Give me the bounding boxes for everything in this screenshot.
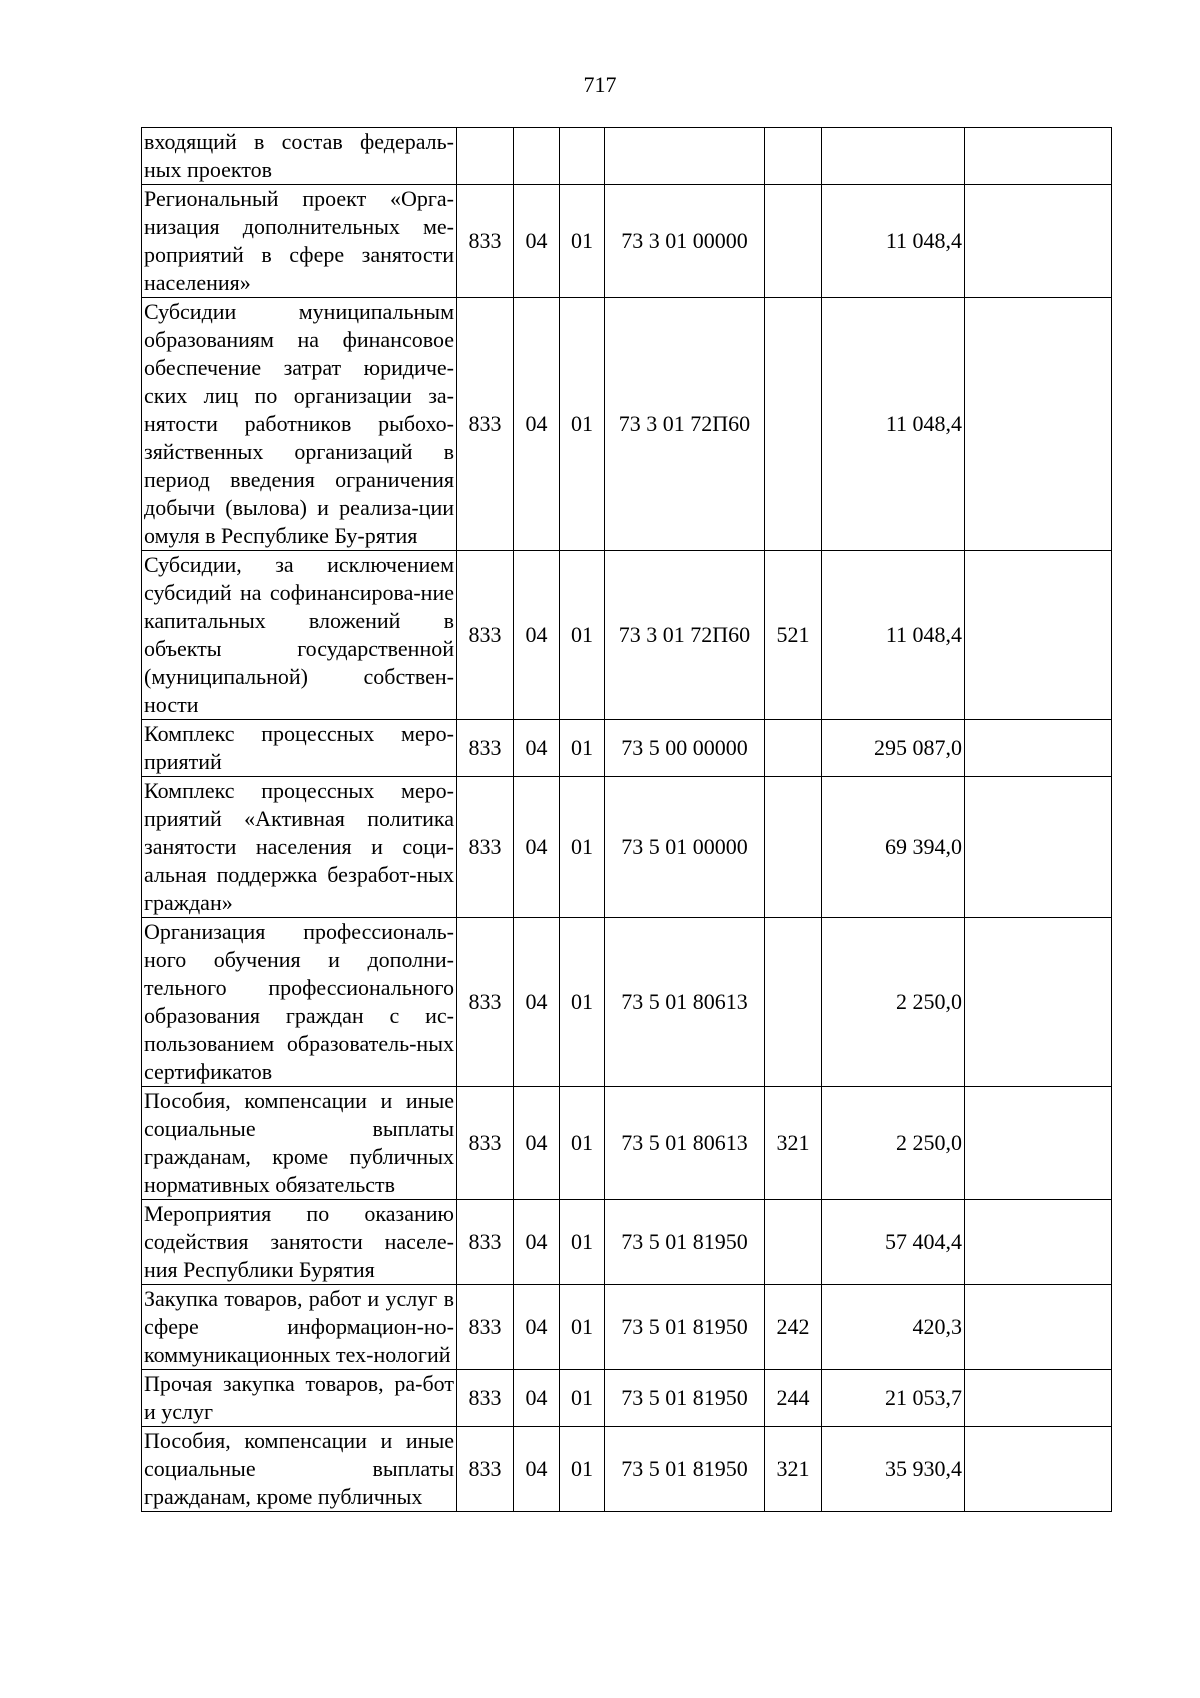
table-row [142,1087,1112,1200]
ministry-code: 833 [457,720,514,777]
amount: 420,3 [822,1285,965,1370]
row-name: Пособия, компенсации и иные социальные выплаты гражданам, кроме публичных нормативных обязательств [142,1087,457,1200]
row-name: Комплекс процессных меро-приятий [142,720,457,777]
amount: 295 087,0 [822,720,965,777]
subsection-code: 01 [560,551,605,720]
ministry-code: 833 [457,1200,514,1285]
ministry-code: 833 [457,185,514,298]
row-name: Закупка товаров, работ и услуг в сфере информацион-но-коммуникационных тех-нологий [142,1285,457,1370]
table-row [142,1200,1112,1285]
section-code: 04 [514,918,560,1087]
table-row [142,551,1112,720]
target-article-code: 73 3 01 72П60 [605,551,765,720]
target-article-code: 73 5 01 80613 [605,1087,765,1200]
target-article-code: 73 5 01 81950 [605,1285,765,1370]
section-code [514,128,560,185]
row-name: входящий в состав федераль-ных проектов [142,128,457,185]
ministry-code: 833 [457,918,514,1087]
extra-amount [965,185,1112,298]
expense-type-code: 321 [765,1427,822,1512]
extra-amount [965,1087,1112,1200]
extra-amount [965,1427,1112,1512]
table-row [142,1427,1112,1512]
subsection-code [560,128,605,185]
expense-type-code: 244 [765,1370,822,1427]
page-number: 717 [583,72,617,97]
subsection-code: 01 [560,1087,605,1200]
expense-type-code: 242 [765,1285,822,1370]
extra-amount [965,298,1112,551]
section-code: 04 [514,1427,560,1512]
subsection-code: 01 [560,720,605,777]
amount: 11 048,4 [822,298,965,551]
expense-type-code [765,128,822,185]
extra-amount [965,720,1112,777]
ministry-code: 833 [457,298,514,551]
ministry-code: 833 [457,777,514,918]
row-name: Региональный проект «Орга-низация дополнительных ме-роприятий в сфере занятости населения» [142,185,457,298]
section-code: 04 [514,1087,560,1200]
table-row [142,185,1112,298]
expense-type-code: 521 [765,551,822,720]
amount: 2 250,0 [822,918,965,1087]
extra-amount [965,128,1112,185]
target-article-code: 73 5 01 80613 [605,918,765,1087]
table-row [142,298,1112,551]
section-code: 04 [514,720,560,777]
ministry-code [457,128,514,185]
amount [822,128,965,185]
table-row [142,777,1112,918]
extra-amount [965,1285,1112,1370]
expense-type-code [765,298,822,551]
table-row [142,1285,1112,1370]
table-row [142,1370,1112,1427]
table-row [142,720,1112,777]
target-article-code: 73 5 00 00000 [605,720,765,777]
section-code: 04 [514,298,560,551]
amount: 2 250,0 [822,1087,965,1200]
extra-amount [965,551,1112,720]
extra-amount [965,777,1112,918]
budget-table-body [142,128,1112,1512]
target-article-code: 73 3 01 00000 [605,185,765,298]
section-code: 04 [514,777,560,918]
extra-amount [965,1200,1112,1285]
subsection-code: 01 [560,1200,605,1285]
row-name: Мероприятия по оказанию содействия занятости населе-ния Республики Бурятия [142,1200,457,1285]
extra-amount [965,1370,1112,1427]
target-article-code: 73 5 01 00000 [605,777,765,918]
expense-type-code [765,918,822,1087]
extra-amount [965,918,1112,1087]
target-article-code: 73 3 01 72П60 [605,298,765,551]
section-code: 04 [514,185,560,298]
amount: 11 048,4 [822,551,965,720]
row-name: Комплекс процессных меро-приятий «Активная политика занятости населения и соци-альная поддержка безработ-ных граждан» [142,777,457,918]
row-name: Организация профессиональ-ного обучения и дополни-тельного профессионального образования граждан с ис-пользованием образователь-ных сертификатов [142,918,457,1087]
section-code: 04 [514,1200,560,1285]
amount: 35 930,4 [822,1427,965,1512]
table-row [142,128,1112,185]
table-row [142,918,1112,1087]
row-name: Прочая закупка товаров, ра-бот и услуг [142,1370,457,1427]
row-name: Субсидии муниципальным образованиям на финансовое обеспечение затрат юридиче-ских лиц по организации за-нятости работников рыбохо-зяйственных организаций в период введения ограничения добычи (вылова) и реализа-ции омуля в Республике Бу-рятия [142,298,457,551]
ministry-code: 833 [457,1285,514,1370]
subsection-code: 01 [560,918,605,1087]
expense-type-code [765,720,822,777]
subsection-code: 01 [560,185,605,298]
budget-table [141,127,1112,1512]
expense-type-code [765,185,822,298]
target-article-code: 73 5 01 81950 [605,1427,765,1512]
row-name: Субсидии, за исключением субсидий на софинансирова-ние капитальных вложений в объекты государственной (муниципальной) собствен-ности [142,551,457,720]
ministry-code: 833 [457,1087,514,1200]
subsection-code: 01 [560,298,605,551]
subsection-code: 01 [560,1370,605,1427]
section-code: 04 [514,551,560,720]
amount: 21 053,7 [822,1370,965,1427]
expense-type-code [765,1200,822,1285]
row-name: Пособия, компенсации и иные социальные выплаты гражданам, кроме публичных [142,1427,457,1512]
subsection-code: 01 [560,777,605,918]
expense-type-code: 321 [765,1087,822,1200]
section-code: 04 [514,1285,560,1370]
target-article-code [605,128,765,185]
ministry-code: 833 [457,1370,514,1427]
ministry-code: 833 [457,1427,514,1512]
expense-type-code [765,777,822,918]
amount: 11 048,4 [822,185,965,298]
amount: 57 404,4 [822,1200,965,1285]
target-article-code: 73 5 01 81950 [605,1370,765,1427]
subsection-code: 01 [560,1427,605,1512]
section-code: 04 [514,1370,560,1427]
target-article-code: 73 5 01 81950 [605,1200,765,1285]
ministry-code: 833 [457,551,514,720]
subsection-code: 01 [560,1285,605,1370]
amount: 69 394,0 [822,777,965,918]
